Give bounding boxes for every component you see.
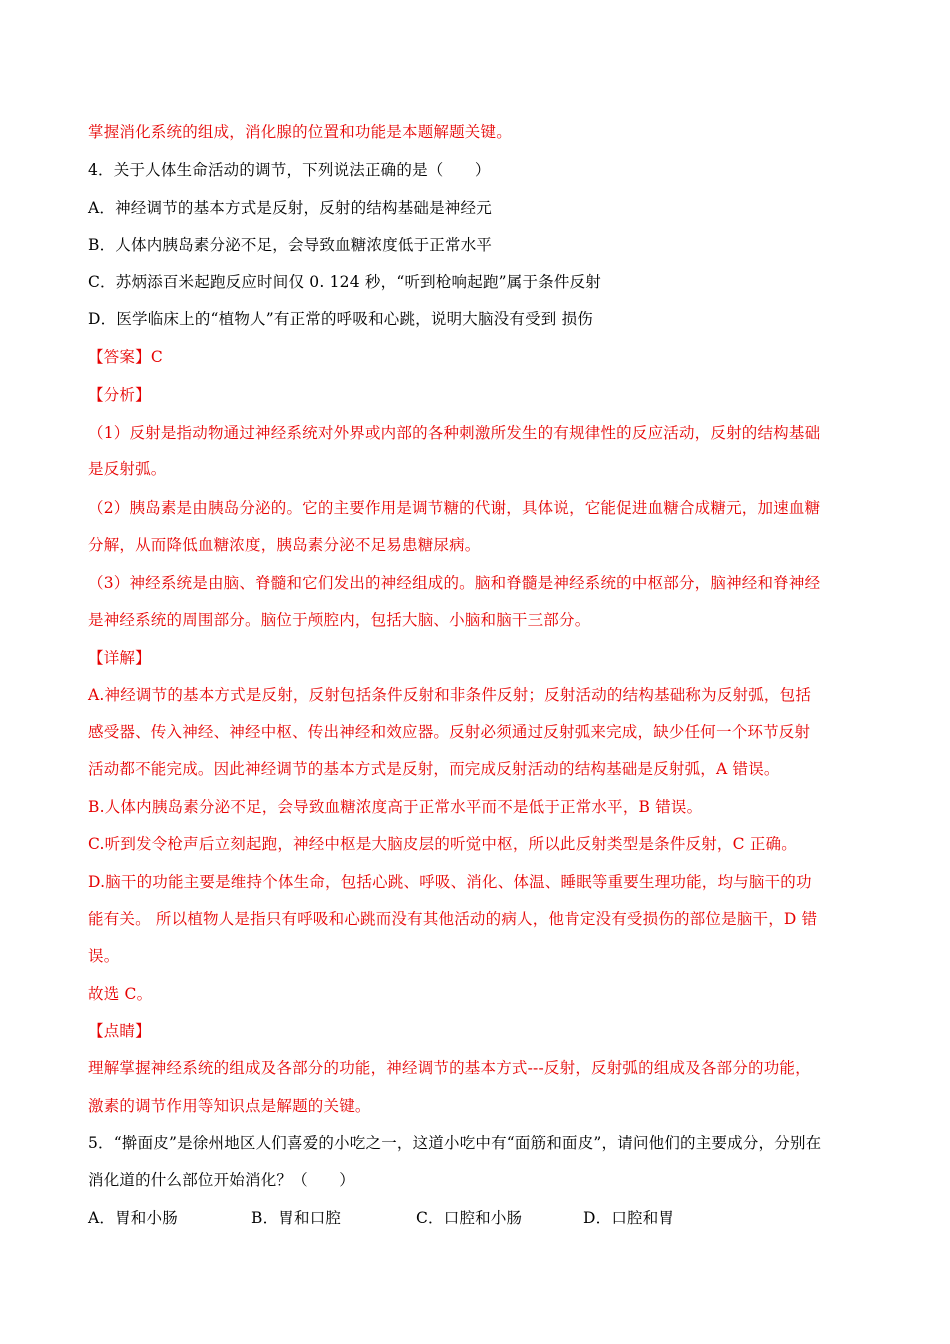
question-5-option-c: C．口腔和小肠 bbox=[416, 1209, 523, 1227]
question-5-options bbox=[88, 1208, 868, 1228]
detail-label: 【详解】 bbox=[88, 649, 151, 667]
question-4-option-b: B．人体内胰岛素分泌不足，会导致血糖浓度低于正常水平 bbox=[88, 236, 493, 254]
question-5-stem: 5．“擀面皮”是徐州地区人们喜爱的小吃之一，这道小吃中有“面筋和面皮”，请问他们的主要成分，分别在 bbox=[88, 1134, 822, 1152]
question-4-option-c: C．苏炳添百米起跑反应时间仅 0. 124 秒，“听到枪响起跑”属于条件反射 bbox=[88, 273, 601, 291]
question-4-option-d: D．医学临床上的“植物人”有正常的呼吸和心跳，说明大脑没有受到 损伤 bbox=[88, 310, 594, 328]
detail-line: B.人体内胰岛素分泌不足，会导致血糖浓度高于正常水平而不是低于正常水平，B 错误。 bbox=[88, 798, 703, 816]
analysis-line: （3）神经系统是由脑、脊髓和它们发出的神经组成的。脑和脊髓是神经系统的中枢部分，脑神经和脊神经 bbox=[88, 574, 821, 592]
comment-line: 理解掌握神经系统的组成及各部分的功能，神经调节的基本方式---反射，反射弧的组成及各部分的功能， bbox=[88, 1059, 811, 1077]
detail-line: D.脑干的功能主要是维持个体生命，包括心跳、呼吸、消化、体温、睡眠等重要生理功能，均与脑干的功 bbox=[88, 873, 812, 891]
detail-line: 能有关。 所以植物人是指只有呼吸和心跳而没有其他活动的病人，他肯定没有受损伤的部位是脑干，D 错 bbox=[88, 910, 818, 928]
question-5-option-b: B．胃和口腔 bbox=[251, 1209, 342, 1227]
detail-line: C.听到发令枪声后立刻起跑，神经中枢是大脑皮层的听觉中枢，所以此反射类型是条件反射，C 正确。 bbox=[88, 835, 797, 853]
answer-label: 【答案】 bbox=[88, 348, 151, 366]
analysis-line: 是反射弧。 bbox=[88, 460, 167, 478]
question-4-option-a: A．神经调节的基本方式是反射，反射的结构基础是神经元 bbox=[88, 199, 492, 217]
detail-line: A.神经调节的基本方式是反射，反射包括条件反射和非条件反射；反射活动的结构基础称为反射弧，包括 bbox=[88, 686, 812, 704]
question-5-option-a: A．胃和小肠 bbox=[88, 1209, 178, 1227]
question-5-stem: 消化道的什么部位开始消化？（ ） bbox=[88, 1171, 355, 1189]
comment-line: 激素的调节作用等知识点是解题的关键。 bbox=[88, 1097, 371, 1115]
detail-conclusion: 故选 C。 bbox=[88, 985, 153, 1003]
detail-line: 误。 bbox=[88, 947, 120, 965]
analysis-line: 是神经系统的周围部分。脑位于颅腔内，包括大脑、小脑和脑干三部分。 bbox=[88, 611, 591, 629]
detail-line: 感受器、传入神经、神经中枢、传出神经和效应器。反射必须通过反射弧来完成，缺少任何一个环节反射 bbox=[88, 723, 811, 741]
question-4-stem: 4．关于人体生命活动的调节，下列说法正确的是（ ） bbox=[88, 161, 491, 179]
analysis-label: 【分析】 bbox=[88, 386, 151, 404]
detail-line: 活动都不能完成。因此神经调节的基本方式是反射，而完成反射活动的结构基础是反射弧，A 错误。 bbox=[88, 760, 780, 778]
comment-label: 【点睛】 bbox=[88, 1022, 151, 1040]
analysis-line: （2）胰岛素是由胰岛分泌的。它的主要作用是调节糖的代谢，具体说，它能促进血糖合成糖元，加速血糖 bbox=[88, 499, 821, 517]
question-5-option-d: D．口腔和胃 bbox=[583, 1209, 675, 1227]
analysis-line: 分解，从而降低血糖浓度，胰岛素分泌不足易患糖尿病。 bbox=[88, 536, 481, 554]
answer-line bbox=[88, 347, 868, 367]
previous-key-point: 掌握消化系统的组成，消化腺的位置和功能是本题解题关键。 bbox=[88, 123, 512, 141]
answer-value: C bbox=[150, 348, 163, 366]
analysis-line: （1）反射是指动物通过神经系统对外界或内部的各种刺激所发生的有规律性的反应活动，反射的结构基础 bbox=[88, 424, 821, 442]
